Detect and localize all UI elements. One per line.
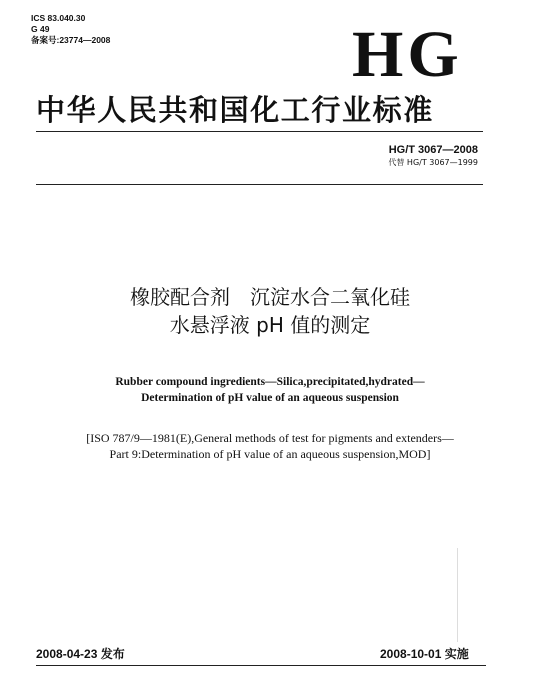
iso-reference-line-2: Part 9:Determination of pH value of an aqueous suspension,MOD]	[109, 447, 431, 461]
title-english-line-2: Determination of pH value of an aqueous suspension	[141, 392, 399, 404]
record-number: 备案号:23774—2008	[31, 35, 111, 45]
title-chinese-line-1: 橡胶配合剂 沉淀水合二氧化硅	[130, 285, 410, 309]
issue-date: 2008-04-23 发布	[36, 647, 125, 661]
ccs-code: G 49	[31, 24, 50, 34]
iso-reference-line-1: [ISO 787/9—1981(E),General methods of test for pigments and extenders—	[86, 431, 454, 445]
title-chinese	[0, 283, 540, 339]
scan-edge-line	[457, 548, 458, 642]
organization-title: 中华人民共和国化工行业标准	[36, 93, 434, 127]
replaces-standard: 代替 HG/T 3067—1999	[388, 158, 478, 167]
title-rule	[36, 184, 483, 185]
title-chinese-line-2: 水悬浮液 pH 值的测定	[169, 313, 371, 337]
standard-number: HG/T 3067—2008	[388, 144, 478, 156]
hg-logo: HG	[352, 18, 463, 91]
header-rule	[36, 131, 483, 132]
ics-code: ICS 83.040.30	[31, 13, 86, 23]
implementation-date: 2008-10-01 实施	[380, 647, 469, 661]
title-english-line-1: Rubber compound ingredients—Silica,precipitated,hydrated—	[115, 376, 425, 388]
iso-reference	[0, 430, 540, 462]
title-english	[0, 374, 540, 406]
footer-rule	[36, 665, 486, 666]
classification-block	[31, 13, 110, 46]
